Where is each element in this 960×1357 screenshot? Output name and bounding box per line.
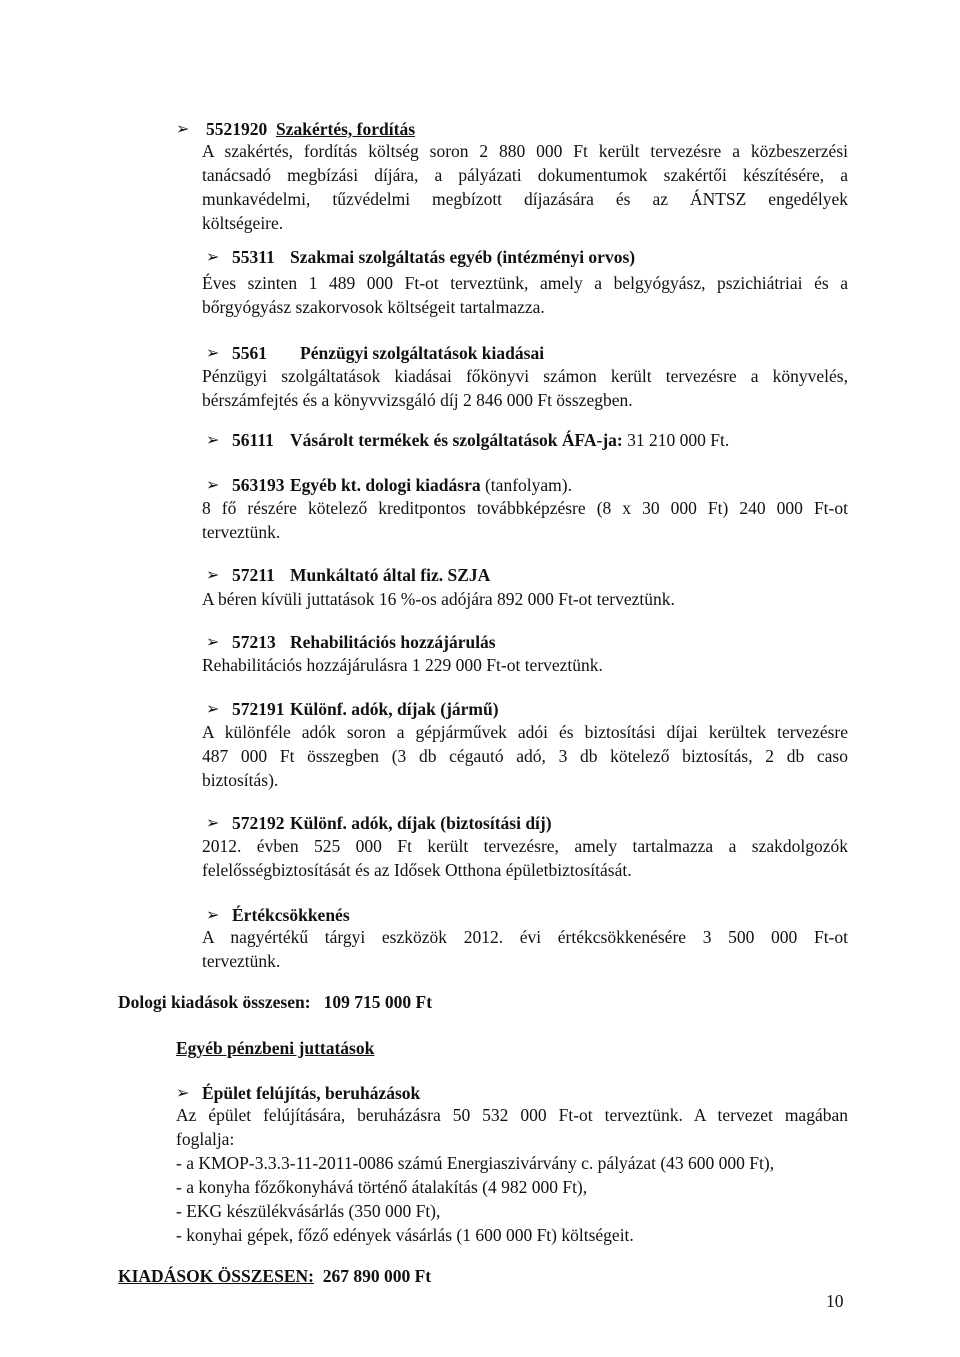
section-title: Épület felújítás, beruházások <box>202 1083 421 1103</box>
body-line: Az épület felújítására, beruházásra 50 532 000 Ft-ot terveztünk. A tervezet magában <box>176 1105 848 1125</box>
bullet-icon: ➢ <box>206 907 220 924</box>
bullet-icon: ➢ <box>206 567 220 584</box>
body-line: foglalja: <box>176 1129 235 1149</box>
section-amount: 31 210 000 Ft. <box>622 430 730 450</box>
bullet-icon: ➢ <box>206 345 220 362</box>
section-heading-55311 <box>232 245 275 269</box>
body-line: - a KMOP-3.3.3-11-2011-0086 számú Energiaszivárvány c. pályázat (43 600 000 Ft), <box>176 1153 775 1173</box>
section-title-55311 <box>290 245 635 269</box>
section-body-57213 <box>202 653 848 677</box>
section-body-55311 <box>202 271 848 319</box>
section-code: 572191 <box>232 699 285 719</box>
body-line: bérszámfejtés és a könyvvizsgáló díj 2 846 000 Ft összegben. <box>202 390 633 410</box>
section-title-572192 <box>290 811 552 835</box>
section-title: Szakmai szolgáltatás egyéb (intézményi orvos) <box>290 247 636 267</box>
dologi-total-value: 109 715 000 Ft <box>323 992 433 1012</box>
section-code: 57213 <box>232 632 276 652</box>
kiadasok-total <box>118 1264 431 1288</box>
bullet-icon: ➢ <box>206 815 220 832</box>
section-body-epulet <box>176 1103 848 1247</box>
body-line: tanácsadó megbízási díjára, a pályázati dokumentumok szakértői készítésére, a <box>202 165 848 185</box>
egyeb-heading: Egyéb pénzbeni juttatások <box>176 1038 375 1058</box>
body-line: munkavédelmi, tűzvédelmi megbízott díjazására és az ÁNTSZ engedélyek <box>202 189 848 209</box>
body-line: terveztünk. <box>202 951 281 971</box>
section-title-563193 <box>290 473 572 497</box>
section-title: Különf. adók, díjak (jármű) <box>290 699 499 719</box>
section-code: 563193 <box>232 475 285 495</box>
section-title: Értékcsökkenés <box>232 905 350 925</box>
body-line: felelősségbiztosítását és az Idősek Otthona épületbiztosítását. <box>202 860 632 880</box>
body-line: biztosítás). <box>202 770 279 790</box>
section-code: 56111 <box>232 430 274 450</box>
section-title-572191 <box>290 697 499 721</box>
section-heading-ertekcsokkenes <box>232 903 350 927</box>
section-title-57213 <box>290 630 496 654</box>
section-title-suffix: (tanfolyam). <box>480 475 572 495</box>
section-heading-5521920 <box>206 117 415 141</box>
page-number: 10 <box>826 1291 844 1311</box>
body-line: terveztünk. <box>202 522 281 542</box>
section-title: Különf. adók, díjak (biztosítási díj) <box>290 813 552 833</box>
bullet-icon: ➢ <box>206 634 220 651</box>
section-title: Szakértés, fordítás <box>276 119 416 139</box>
body-line: A szakértés, fordítás költség soron 2 880 000 Ft került tervezésre a közbeszerzési <box>202 141 848 161</box>
section-heading-57213 <box>232 630 276 654</box>
kiadasok-total-label: KIADÁSOK ÖSSZESEN: <box>118 1266 314 1286</box>
body-line: 487 000 Ft összegben (3 db cégautó adó, 3 db kötelező biztosítás, 2 db caso <box>202 746 848 766</box>
section-body-57211 <box>202 587 848 611</box>
section-heading-5561 <box>232 341 267 365</box>
kiadasok-total-value: 267 890 000 Ft <box>322 1266 432 1286</box>
section-code: 55311 <box>232 247 275 267</box>
body-line: Éves szinten 1 489 000 Ft-ot terveztünk, amely a belgyógyász, pszichiátriai és a <box>202 273 848 293</box>
section-title: Pénzügyi szolgáltatások kiadásai <box>300 343 545 363</box>
body-line: Rehabilitációs hozzájárulásra 1 229 000 Ft-ot terveztünk. <box>202 655 603 675</box>
section-title: Munkáltató által fiz. SZJA <box>290 565 491 585</box>
section-body-572191 <box>202 720 848 792</box>
section-heading-epulet <box>202 1081 420 1105</box>
bullet-icon: ➢ <box>206 249 220 266</box>
body-line: A béren kívüli juttatások 16 %-os adójára 892 000 Ft-ot terveztünk. <box>202 589 675 609</box>
section-title: Egyéb kt. dologi kiadásra <box>290 475 481 495</box>
section-title: Rehabilitációs hozzájárulás <box>290 632 496 652</box>
section-heading-572192 <box>232 811 285 835</box>
body-line: Pénzügyi szolgáltatások kiadásai főkönyvi számon került tervezésre a könyvelés, <box>202 366 848 386</box>
section-body-563193 <box>202 496 848 544</box>
section-heading-572191 <box>232 697 285 721</box>
dologi-total <box>118 990 432 1014</box>
section-body-572192 <box>202 834 848 882</box>
section-body-5521920 <box>202 139 848 235</box>
section-heading-56111 <box>232 428 274 452</box>
body-line: - a konyha főzőkonyhává történő átalakítás (4 982 000 Ft), <box>176 1177 588 1197</box>
dologi-total-label: Dologi kiadások összesen: <box>118 992 311 1012</box>
section-body-ertekcsokkenes <box>202 925 848 973</box>
section-title: Vásárolt termékek és szolgáltatások ÁFA-ja: <box>290 430 623 450</box>
section-code: 5561 <box>232 343 267 363</box>
section-title-57211 <box>290 563 490 587</box>
body-line: - konyhai gépek, főző edények vásárlás (1 600 000 Ft) költségeit. <box>176 1225 634 1245</box>
body-line: A nagyértékű tárgyi eszközök 2012. évi értékcsökkenésére 3 500 000 Ft-ot <box>202 927 848 947</box>
bullet-icon: ➢ <box>176 1085 190 1102</box>
bullet-icon: ➢ <box>176 121 190 138</box>
body-line: bőrgyógyász szakorvosok költségeit tartalmazza. <box>202 297 545 317</box>
body-line: 2012. évben 525 000 Ft került tervezésre, amely tartalmazza a szakdolgozók <box>202 836 848 856</box>
section-code: 572192 <box>232 813 285 833</box>
section-title-56111 <box>290 428 729 452</box>
bullet-icon: ➢ <box>206 432 220 449</box>
section-heading-57211 <box>232 563 275 587</box>
section-code: 5521920 <box>206 119 268 139</box>
section-body-5561 <box>202 364 848 412</box>
bullet-icon: ➢ <box>206 701 220 718</box>
body-line: A különféle adók soron a gépjárművek adói és biztosítási díjai kerültek tervezésre <box>202 722 848 742</box>
bullet-icon: ➢ <box>206 477 220 494</box>
section-code: 57211 <box>232 565 275 585</box>
body-line: költségeire. <box>202 213 284 233</box>
body-line: - EKG készülékvásárlás (350 000 Ft), <box>176 1201 441 1221</box>
section-title-5561 <box>300 341 544 365</box>
section-heading-563193 <box>232 473 285 497</box>
body-line: 8 fő részére kötelező kreditpontos továbbképzésre (8 x 30 000 Ft) 240 000 Ft-ot <box>202 498 848 518</box>
